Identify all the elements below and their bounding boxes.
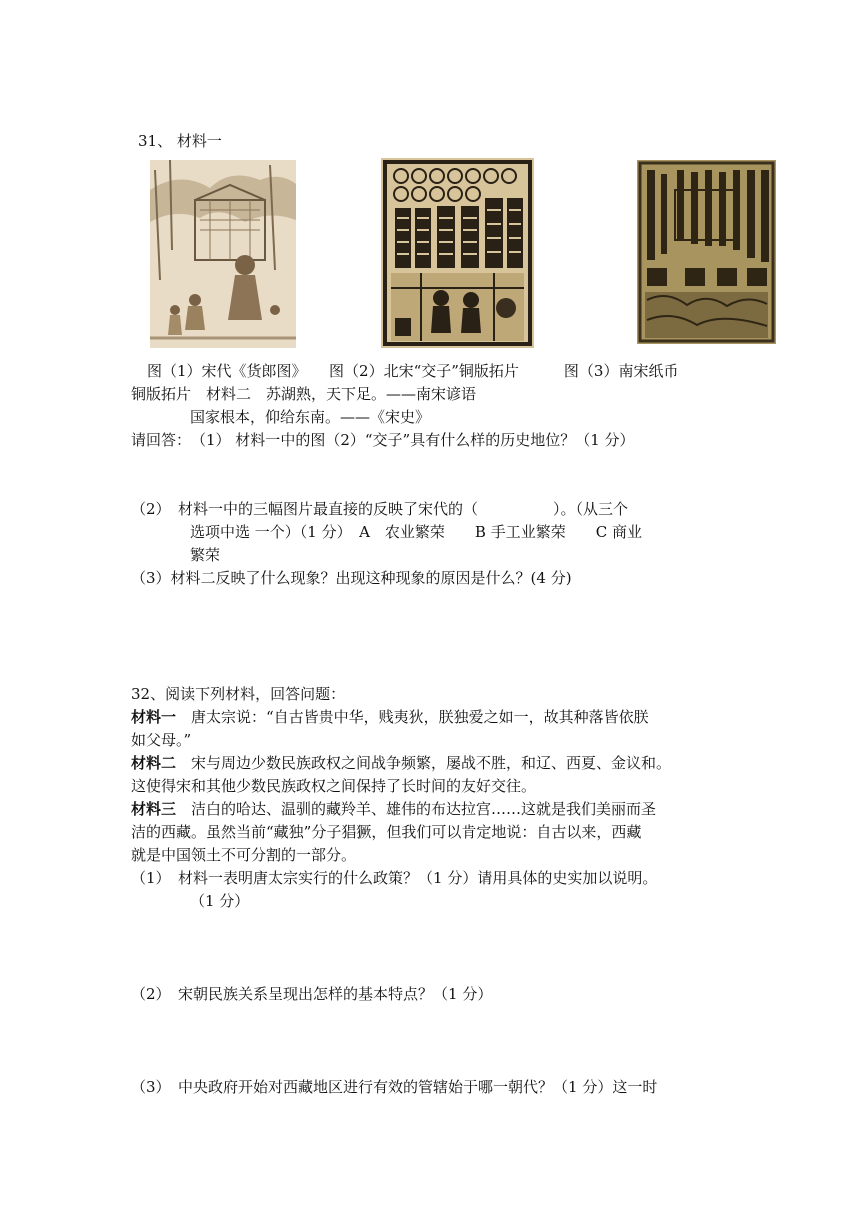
q31-sub3: （3）材料二反映了什么现象？出现这种现象的原因是什么？(4 分) [131, 569, 572, 587]
q32-material3-line1 [131, 798, 656, 820]
q31-heading: 31、 材料一 [138, 132, 222, 150]
material1-label: 材料一 [131, 708, 177, 726]
figure-captions: 图（1）宋代《货郎图》 图（2）北宋“交子”铜版拓片 图（3）南宋纸币 [147, 362, 679, 380]
q32-sub3: （3） 中央政府开始对西藏地区进行有效的管辖始于哪一朝代？（1 分）这一时 [131, 1078, 658, 1096]
material3-text: 洁白的哈达、温驯的藏羚羊、雄伟的布达拉宫……这就是我们美丽而圣 [176, 800, 657, 818]
q32-material2-line2: 这使得宋和其他少数民族政权之间保持了长时间的友好交往。 [131, 777, 537, 795]
painting-image [150, 160, 296, 348]
q32-material3-line2: 洁的西藏。虽然当前“藏独”分子猖獗，但我们可以肯定地说：自古以来，西藏 [131, 823, 642, 841]
material2-text: 宋与周边少数民族政权之间战争频繁，屡战不胜，和辽、西夏、金议和。 [176, 754, 672, 772]
q32-material1-line2: 如父母。” [131, 731, 192, 749]
q31-sub2-line3: 繁荣 [190, 546, 221, 564]
q31-sub1: 请回答： （1） 材料一中的图（2）“交子”具有什么样的历史地位？（1 分） [131, 431, 635, 449]
material1-text: 唐太宗说：“自古皆贵中华，贱夷狄，朕独爱之如一，故其种落皆依朕 [176, 708, 649, 726]
q32-sub2: （2） 宋朝民族关系呈现出怎样的基本特点？（1 分） [131, 985, 493, 1003]
paper-money-image [637, 160, 776, 344]
captions-continuation: 铜版拓片 材料二 苏湖熟，天下足。——南宋谚语 [131, 385, 477, 403]
material2-label: 材料二 [131, 754, 177, 772]
material2-line2: 国家根本，仰给东南。——《宋史》 [190, 408, 431, 426]
material3-label: 材料三 [131, 800, 177, 818]
q32-material3-line3: 就是中国领土不可分割的一部分。 [131, 846, 357, 864]
q31-sub2-line1: （2） 材料一中的三幅图片最直接的反映了宋代的（ ）。（从三个 [131, 500, 629, 518]
q32-sub1-line1: （1） 材料一表明唐太宗实行的什么政策？（1 分）请用具体的史实加以说明。 [131, 869, 658, 887]
q32-material1-line1 [131, 706, 649, 728]
q32-heading: 32、阅读下列材料，回答问题： [131, 685, 346, 703]
q32-material2-line1 [131, 752, 671, 774]
jiaozi-rubbing-image [381, 158, 534, 348]
q32-sub1-line2: （1 分） [190, 892, 250, 910]
q31-sub2-line2: 选项中选 一个）（1 分） A 农业繁荣 B 手工业繁荣 C 商业 [190, 523, 642, 541]
